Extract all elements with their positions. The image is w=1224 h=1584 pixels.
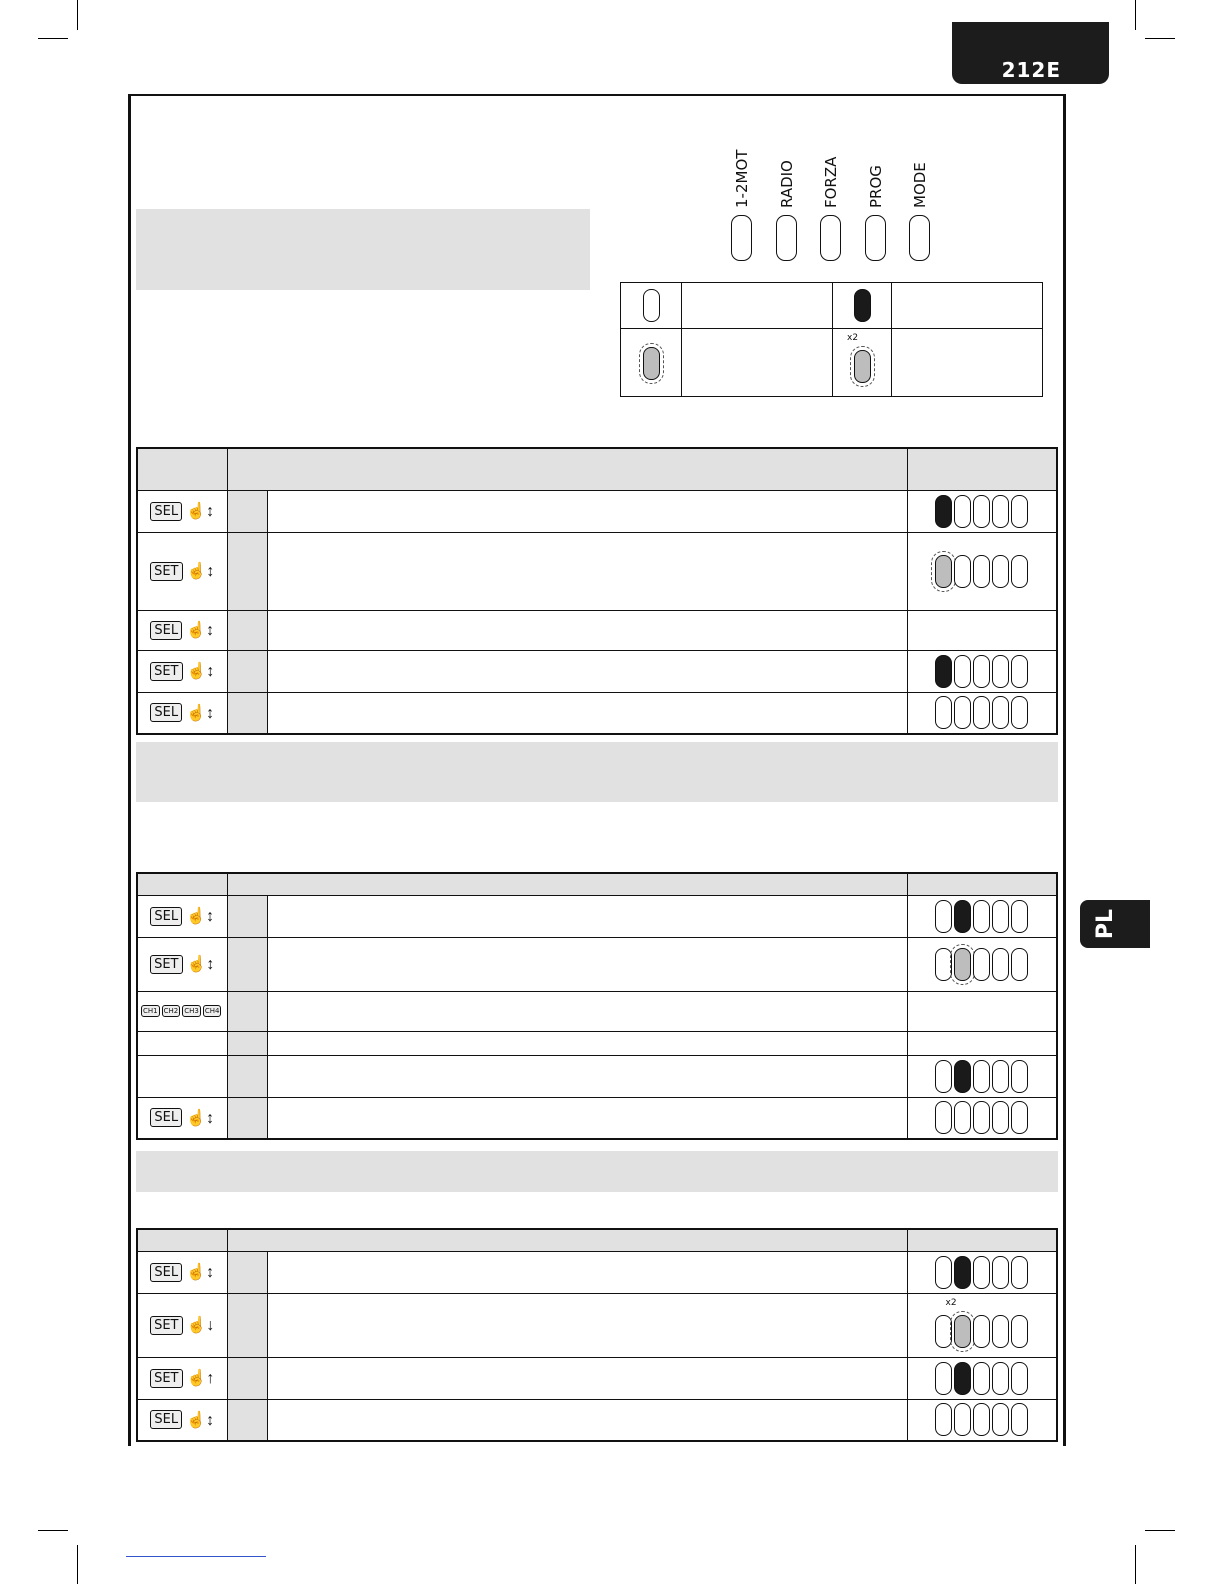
sel-key-icon: SEL xyxy=(150,1108,182,1127)
led-status xyxy=(908,948,1057,981)
led-status xyxy=(908,1403,1057,1436)
section-heading-box xyxy=(136,1151,1058,1192)
led-label-1-2mot: 1-2MOT xyxy=(733,149,751,208)
crop-mark xyxy=(1135,0,1136,30)
frame-left xyxy=(128,94,131,1446)
led-blinking-icon xyxy=(621,329,682,397)
crop-mark xyxy=(38,38,68,39)
led-status xyxy=(908,1101,1057,1134)
press-updown-icon: ☝↕ xyxy=(186,663,215,680)
press-updown-icon: ☝↕ xyxy=(186,956,215,973)
led-forza-icon xyxy=(820,215,841,261)
ch2-key-icon: CH2 xyxy=(163,1007,179,1015)
press-updown-icon: ☝↕ xyxy=(186,1109,215,1127)
language-label: PL xyxy=(1093,908,1118,940)
led-prog-icon xyxy=(865,215,886,261)
led-radio-icon xyxy=(776,215,797,261)
led-status xyxy=(908,1256,1057,1289)
legend-text xyxy=(892,283,1043,329)
led-status xyxy=(908,1315,1057,1348)
crop-mark xyxy=(1145,38,1175,39)
ch4-key-icon: CH4 xyxy=(204,1007,220,1015)
led-status xyxy=(908,696,1057,729)
set-key-icon: SET xyxy=(150,662,182,681)
led-status xyxy=(908,555,1057,588)
press-up-icon: ☝↑ xyxy=(186,1370,215,1387)
press-updown-icon: ☝↕ xyxy=(186,503,215,520)
led-status xyxy=(908,1362,1057,1395)
legend-text xyxy=(682,329,833,397)
crop-mark xyxy=(77,0,78,30)
model-badge xyxy=(952,22,1109,84)
sel-key-icon: SEL xyxy=(150,703,182,722)
set-key-icon: SET xyxy=(150,1316,182,1335)
led-label-forza: FORZA xyxy=(822,156,840,208)
legend-text xyxy=(892,329,1043,397)
sel-key-icon: SEL xyxy=(150,1263,182,1282)
sel-key-icon: SEL xyxy=(150,907,182,926)
double-blink-mark: x2 xyxy=(847,333,859,343)
led-status xyxy=(908,1060,1057,1093)
led-double-blink-icon xyxy=(833,329,892,397)
press-down-icon: ☝↓ xyxy=(186,1317,215,1334)
crop-mark xyxy=(1135,1545,1136,1584)
crop-mark xyxy=(1145,1530,1175,1531)
led-status xyxy=(908,495,1057,528)
led-legend-table xyxy=(620,282,1043,397)
procedure-table-3 xyxy=(136,1228,1058,1442)
language-tab xyxy=(1080,900,1150,948)
ch3-key-icon: CH3 xyxy=(184,1007,199,1015)
led-mode-icon xyxy=(909,215,930,261)
footer-link-underline xyxy=(126,1556,266,1557)
frame-top xyxy=(128,94,1066,96)
press-updown-icon: ☝↕ xyxy=(186,622,215,639)
section-heading-box xyxy=(136,742,1058,802)
remote-channel-keys xyxy=(138,1005,227,1017)
set-key-icon: SET xyxy=(150,955,182,974)
sel-key-icon: SEL xyxy=(150,502,182,521)
led-1-2mot-icon xyxy=(731,215,752,261)
press-updown-icon: ☝↕ xyxy=(186,563,215,580)
set-key-icon: SET xyxy=(150,1369,182,1388)
legend-text xyxy=(682,283,833,329)
led-off-icon xyxy=(621,283,682,329)
crop-mark xyxy=(38,1530,68,1531)
model-label: 212E xyxy=(1001,58,1061,82)
led-label-mode: MODE xyxy=(911,162,929,208)
press-updown-icon: ☝↕ xyxy=(186,1411,215,1429)
led-label-radio: RADIO xyxy=(778,160,796,208)
crop-mark xyxy=(77,1545,78,1584)
press-updown-icon: ☝↕ xyxy=(186,704,215,722)
sel-key-icon: SEL xyxy=(150,621,182,640)
led-on-icon xyxy=(833,283,892,329)
led-status xyxy=(908,900,1057,933)
press-updown-icon: ☝↕ xyxy=(186,1264,215,1281)
ch1-key-icon: CH1 xyxy=(143,1007,158,1015)
procedure-table-1 xyxy=(136,447,1058,735)
led-status xyxy=(908,655,1057,688)
section-heading-box xyxy=(136,209,590,290)
double-blink-mark: x2 xyxy=(945,1297,957,1308)
procedure-table-2 xyxy=(136,872,1058,1140)
sel-key-icon: SEL xyxy=(150,1410,182,1429)
led-label-prog: PROG xyxy=(867,165,885,208)
set-key-icon: SET xyxy=(150,562,182,581)
press-updown-icon: ☝↕ xyxy=(186,908,215,925)
frame-right xyxy=(1063,94,1066,1446)
